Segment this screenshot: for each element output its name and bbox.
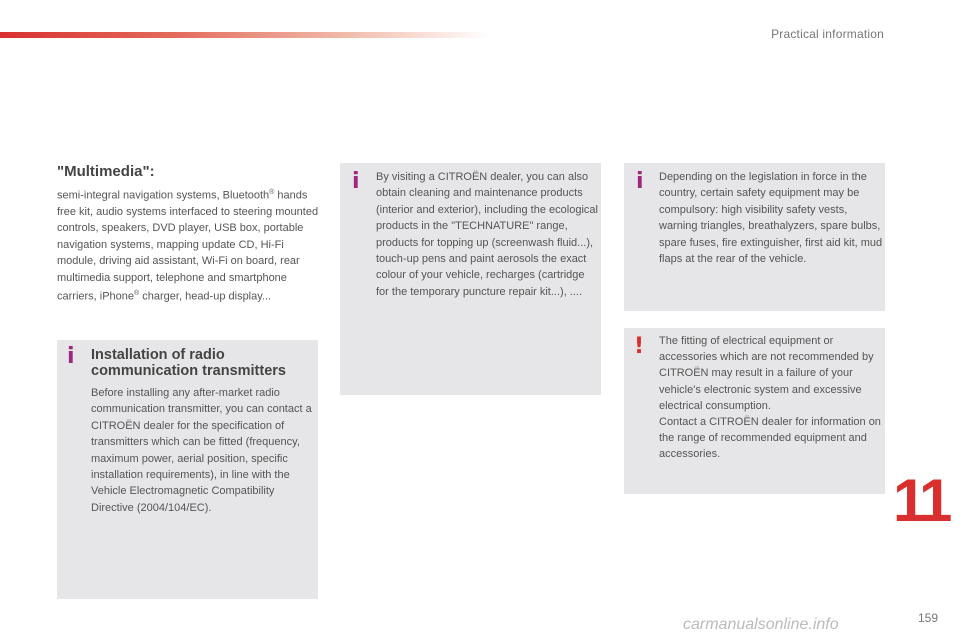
warning-icon: ! bbox=[634, 334, 645, 359]
electrical-text bbox=[659, 333, 881, 463]
section-header: Practical information bbox=[771, 27, 884, 41]
radio-text: Before installing any after-market radio communication transmitter, you can contact a CITROËN dealer for the specification of transmitters which can be fitted (frequency, maximum power, aerial position, specific installation requirements), in line with the Vehicle Electromagnetic Compatibility Directive (2004/104/EC). bbox=[91, 387, 312, 514]
watermark-text: carmanualsonline.info bbox=[683, 616, 839, 633]
info-icon: i bbox=[636, 169, 644, 194]
info-icon: i bbox=[67, 344, 75, 369]
chapter-number: 11 bbox=[893, 467, 949, 534]
legislation-box bbox=[624, 163, 885, 311]
info-icon: i bbox=[352, 169, 360, 194]
dealer-products-box bbox=[340, 163, 601, 395]
electrical-equipment-box bbox=[624, 328, 885, 494]
page-number: 159 bbox=[917, 611, 938, 625]
electrical-text-2: Contact a CITROËN dealer for information on the range of recommended equipment and accessories. bbox=[659, 416, 881, 461]
multimedia-title: "Multimedia": bbox=[57, 163, 155, 180]
dealer-text: By visiting a CITROËN dealer, you can also obtain cleaning and maintenance products (interior and exterior), including the ecological products in the "TECHNATURE" range, products for topping up (screenwash fluid...), touch-up pens and paint aerosols the exact colour of your vehicle, recharges (cartridge for the temporary puncture repair kit...), .... bbox=[376, 171, 598, 298]
header-accent-bar bbox=[0, 32, 490, 38]
electrical-text-1: The fitting of electrical equipment or accessories which are not recommended by CITROËN may result in a failure of your vehicle's electronic system and excessive electrical consumption. bbox=[659, 335, 874, 412]
radio-transmitters-box bbox=[57, 340, 318, 599]
legislation-text: Depending on the legislation in force in the country, certain safety equipment may be compulsory: high visibility safety vests, warning triangles, breathalyzers, spare bulbs, spare fuses, fire extinguisher, first aid kit, mud flaps at the rear of the vehicle. bbox=[659, 171, 883, 266]
radio-heading: Installation of radio communication transmitters bbox=[91, 347, 286, 379]
multimedia-text: semi-integral navigation systems, Bluetooth® hands free kit, audio systems interfaced to steering mounted controls, speakers, DVD player, USB box, portable navigation systems, mapping update CD, Hi-Fi module, driving aid assistant, Wi-Fi on board, rear multimedia support, telephone and smartphone carriers, iPhone® charger, head-up display... bbox=[57, 189, 319, 303]
